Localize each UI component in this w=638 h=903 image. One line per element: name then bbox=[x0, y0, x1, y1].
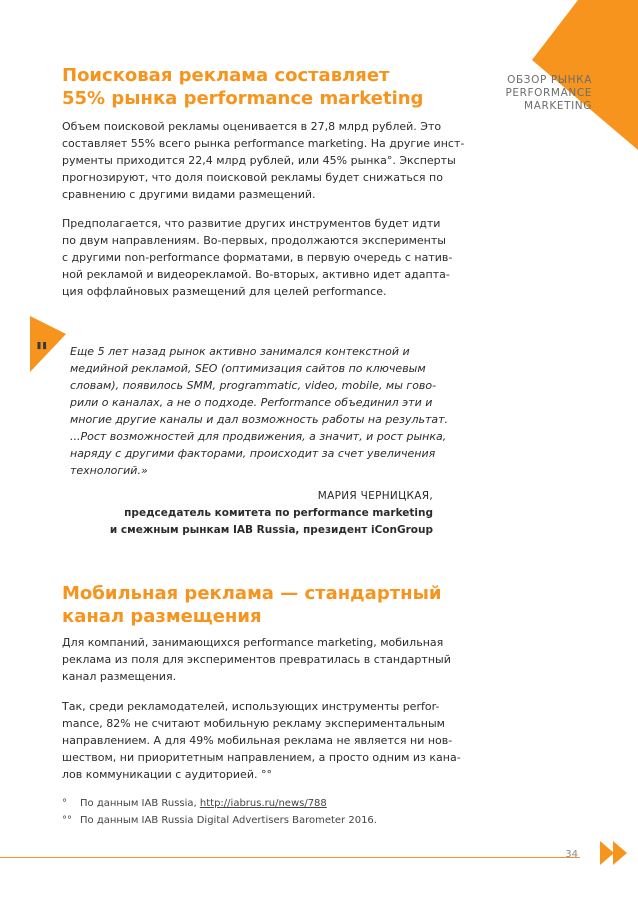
text-line: сравнению с другими видами размещений. bbox=[62, 188, 316, 201]
quote-line: Еще 5 лет назад рынок активно занимался контекстной и bbox=[70, 345, 410, 358]
svg-text:": " bbox=[35, 338, 49, 368]
page-number: 34 bbox=[565, 849, 578, 860]
quote-line: ...Рост возможностей для продвижения, а значит, и рост рынка, bbox=[70, 430, 447, 443]
quote-mark-icon bbox=[30, 316, 66, 372]
text-line: канал размещения. bbox=[62, 670, 177, 683]
paragraph-mobile-standard bbox=[62, 634, 451, 685]
footnote-text: По данным IAB Russia Digital Advertisers Barometer 2016. bbox=[80, 815, 377, 826]
heading-mobile-ads bbox=[62, 582, 441, 628]
text-line: Объем поисковой рекламы оценивается в 27,8 млрд рублей. Это bbox=[62, 120, 442, 133]
text-line: рументы приходится 22,4 млрд рублей, или 45% рынка°. Эксперты bbox=[62, 154, 456, 167]
text-line: ной рекламой и видеорекламой. Во-вторых, активно идет адапта- bbox=[62, 268, 450, 281]
heading-line: Поисковая реклама составляет bbox=[62, 65, 390, 86]
text-line: прогнозируют, что доля поисковой рекламы будет снижаться по bbox=[62, 171, 443, 184]
text-line: направлением. А для 49% мобильная реклама не является ни нов- bbox=[62, 734, 453, 747]
quote-author bbox=[110, 488, 433, 539]
text-line: mance, 82% не считают мобильную рекламу экспериментальным bbox=[62, 717, 445, 730]
author-title: и смежным рынкам IAB Russia, президент iConGroup bbox=[109, 524, 433, 536]
heading-line: канал размещения bbox=[62, 606, 262, 627]
text-line: составляет 55% всего рынка performance marketing. На другие инст- bbox=[62, 137, 465, 150]
text-line: ция оффлайновых размещений для целей performance. bbox=[62, 285, 387, 298]
heading-search-ads bbox=[62, 64, 423, 110]
section-label-line: MARKETING bbox=[524, 100, 592, 112]
section-label-line: PERFORMANCE bbox=[505, 87, 592, 99]
footnote-link[interactable]: http://iabrus.ru/news/788 bbox=[199, 798, 327, 809]
footnote bbox=[62, 812, 377, 829]
quote-line: медийной рекламой, SEO (оптимизация сайтов по ключевым bbox=[70, 362, 426, 375]
quote-line: словам), появилось SMM, programmatic, video, mobile, мы гово- bbox=[70, 379, 437, 392]
text-line: шеством, ни приоритетным направлением, а просто одним из кана- bbox=[62, 751, 461, 764]
section-label bbox=[505, 74, 592, 113]
footnotes bbox=[62, 795, 377, 829]
quote-line: технологий.» bbox=[70, 464, 148, 477]
footer-divider bbox=[0, 857, 580, 858]
paragraph-search-volume bbox=[62, 118, 465, 203]
author-name: МАРИЯ ЧЕРНИЦКАЯ, bbox=[317, 490, 433, 502]
text-line: реклама из поля для экспериментов превратилась в стандартный bbox=[62, 653, 451, 666]
heading-line: Мобильная реклама — стандартный bbox=[62, 583, 442, 604]
text-line: Для компаний, занимающихся performance marketing, мобильная bbox=[62, 636, 444, 649]
text-line: Так, среди рекламодателей, использующих инструменты perfor- bbox=[62, 700, 440, 713]
footnote-mark: °° bbox=[62, 815, 72, 826]
footnote bbox=[62, 795, 377, 812]
paragraph-advertisers bbox=[62, 698, 461, 783]
footnote-text: По данным IAB Russia, bbox=[80, 798, 200, 809]
quote-line: рили о каналах, а не о подходе. Performance объединил эти и bbox=[70, 396, 433, 409]
heading-line: 55% рынка performance marketing bbox=[62, 88, 424, 109]
expert-quote bbox=[70, 343, 449, 479]
footnote-mark: ° bbox=[62, 798, 67, 809]
text-line: с другими non-performance форматами, в первую очередь с натив- bbox=[62, 251, 453, 264]
quote-line: наряду с другими факторами, происходит за счет увеличения bbox=[70, 447, 436, 460]
text-line: Предполагается, что развитие других инструментов будет идти bbox=[62, 217, 441, 230]
author-title: председатель комитета по performance marketing bbox=[124, 507, 433, 519]
text-line: по двум направлениям. Во-первых, продолжаются эксперименты bbox=[62, 234, 446, 247]
quote-line: многие другие каналы и дал возможность работы на результат. bbox=[70, 413, 449, 426]
section-label-line: ОБЗОР РЫНКА bbox=[507, 74, 592, 86]
next-page-arrows-icon[interactable] bbox=[600, 840, 634, 866]
text-line: лов коммуникации с аудиторией. °° bbox=[62, 768, 272, 781]
paragraph-tool-development bbox=[62, 215, 453, 300]
